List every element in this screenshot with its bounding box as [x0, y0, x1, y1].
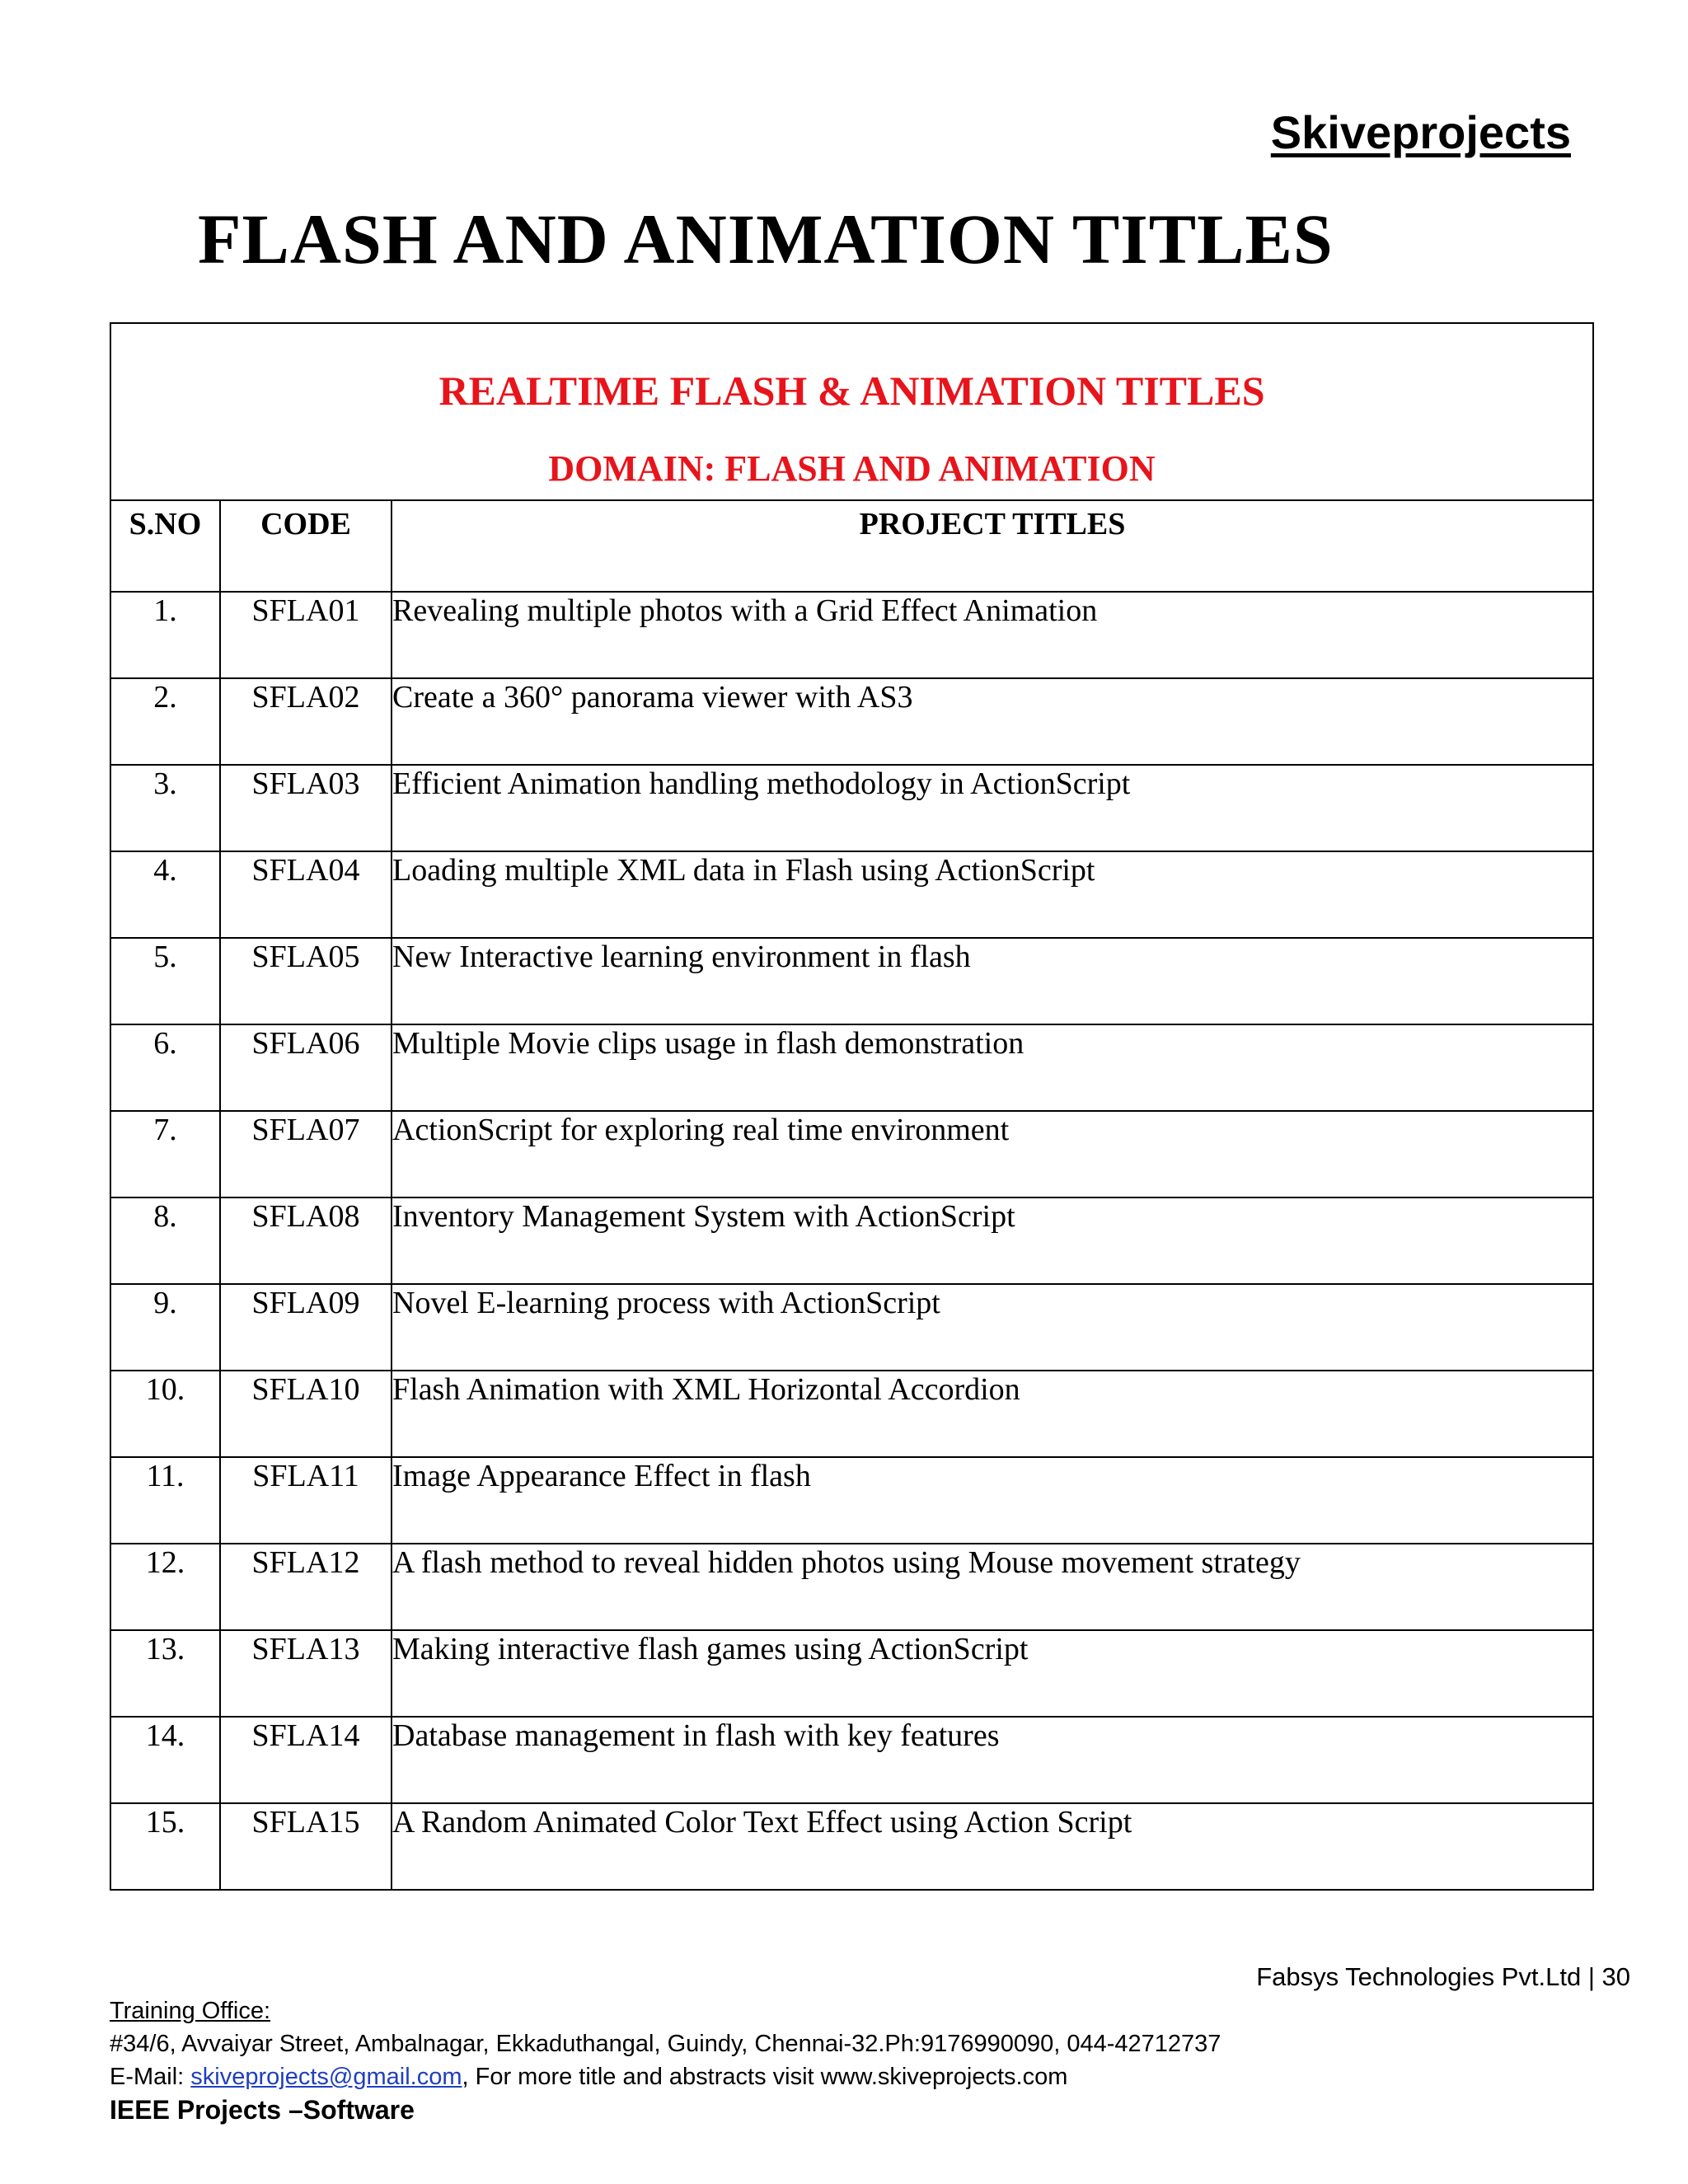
row-code: SFLA07 — [220, 1111, 392, 1197]
footer — [110, 1994, 1221, 2126]
row-title: Efficient Animation handling methodology in ActionScript — [392, 765, 1593, 851]
row-code: SFLA02 — [220, 678, 392, 765]
table-header-row — [110, 500, 1593, 592]
row-code: SFLA03 — [220, 765, 392, 851]
table-row — [110, 1803, 1593, 1890]
banner-domain: DOMAIN: FLASH AND ANIMATION — [548, 448, 1156, 489]
row-title: Flash Animation with XML Horizontal Accordion — [392, 1371, 1593, 1457]
row-code: SFLA10 — [220, 1371, 392, 1457]
row-title: Loading multiple XML data in Flash using ActionScript — [392, 851, 1593, 938]
table-body — [110, 592, 1593, 1890]
row-sno: 1. — [110, 592, 220, 678]
email-link[interactable]: skiveprojects@gmail.com — [190, 2064, 462, 2090]
row-code: SFLA13 — [220, 1630, 392, 1717]
row-sno: 6. — [110, 1024, 220, 1111]
table-row — [110, 1284, 1593, 1371]
row-title: Revealing multiple photos with a Grid Effect Animation — [392, 592, 1593, 678]
table-row — [110, 1024, 1593, 1111]
email-line — [110, 2060, 1221, 2093]
table-row — [110, 1457, 1593, 1544]
row-title: A flash method to reveal hidden photos using Mouse movement strategy — [392, 1544, 1593, 1630]
table-row — [110, 1371, 1593, 1457]
row-sno: 2. — [110, 678, 220, 765]
page-title: FLASH AND ANIMATION TITLES — [198, 199, 1334, 279]
row-title: Image Appearance Effect in flash — [392, 1457, 1593, 1544]
table-row — [110, 765, 1593, 851]
row-sno: 5. — [110, 938, 220, 1024]
row-code: SFLA09 — [220, 1284, 392, 1371]
training-office-label: Training Office: — [110, 1998, 271, 2024]
row-sno: 14. — [110, 1717, 220, 1803]
row-code: SFLA08 — [220, 1197, 392, 1284]
table-row — [110, 1111, 1593, 1197]
row-code: SFLA05 — [220, 938, 392, 1024]
row-sno: 3. — [110, 765, 220, 851]
table-row — [110, 1630, 1593, 1717]
row-sno: 7. — [110, 1111, 220, 1197]
software-line: IEEE Projects –Software — [110, 2095, 415, 2125]
row-title: New Interactive learning environment in flash — [392, 938, 1593, 1024]
row-sno: 4. — [110, 851, 220, 938]
row-code: SFLA15 — [220, 1803, 392, 1890]
column-header-project-titles: PROJECT TITLES — [392, 500, 1593, 592]
row-code: SFLA04 — [220, 851, 392, 938]
row-sno: 15. — [110, 1803, 220, 1890]
row-code: SFLA11 — [220, 1457, 392, 1544]
table-banner-row — [110, 323, 1593, 500]
table-row — [110, 1544, 1593, 1630]
row-sno: 11. — [110, 1457, 220, 1544]
row-sno: 9. — [110, 1284, 220, 1371]
column-header-code: CODE — [220, 500, 392, 592]
row-sno: 13. — [110, 1630, 220, 1717]
table-row — [110, 678, 1593, 765]
row-sno: 12. — [110, 1544, 220, 1630]
table-row — [110, 1717, 1593, 1803]
row-title: Create a 360° panorama viewer with AS3 — [392, 678, 1593, 765]
brand-name: Skiveprojects — [1270, 106, 1571, 158]
row-title: Database management in flash with key features — [392, 1717, 1593, 1803]
column-header-sno: S.NO — [110, 500, 220, 592]
row-title: A Random Animated Color Text Effect using Action Script — [392, 1803, 1593, 1890]
email-suffix: , For more title and abstracts visit www.skiveprojects.com — [462, 2064, 1068, 2090]
row-title: ActionScript for exploring real time environment — [392, 1111, 1593, 1197]
row-title: Making interactive flash games using ActionScript — [392, 1630, 1593, 1717]
table-row — [110, 851, 1593, 938]
row-code: SFLA06 — [220, 1024, 392, 1111]
email-prefix: E-Mail: — [110, 2064, 191, 2090]
banner-title: REALTIME FLASH & ANIMATION TITLES — [438, 368, 1265, 414]
row-sno: 8. — [110, 1197, 220, 1284]
row-title: Inventory Management System with ActionScript — [392, 1197, 1593, 1284]
row-code: SFLA14 — [220, 1717, 392, 1803]
table-row — [110, 938, 1593, 1024]
table-banner — [110, 323, 1593, 500]
table-row — [110, 592, 1593, 678]
row-code: SFLA12 — [220, 1544, 392, 1630]
row-title: Novel E-learning process with ActionScript — [392, 1284, 1593, 1371]
office-address: #34/6, Avvaiyar Street, Ambalnagar, Ekkaduthangal, Guindy, Chennai-32.Ph:9176990090, 044-42712737 — [110, 2031, 1221, 2057]
row-title: Multiple Movie clips usage in flash demonstration — [392, 1024, 1593, 1111]
table-row — [110, 1197, 1593, 1284]
footer-company: Fabsys Technologies Pvt.Ltd | 30 — [1256, 1962, 1630, 1991]
row-sno: 10. — [110, 1371, 220, 1457]
project-titles-table — [110, 322, 1594, 1891]
row-code: SFLA01 — [220, 592, 392, 678]
